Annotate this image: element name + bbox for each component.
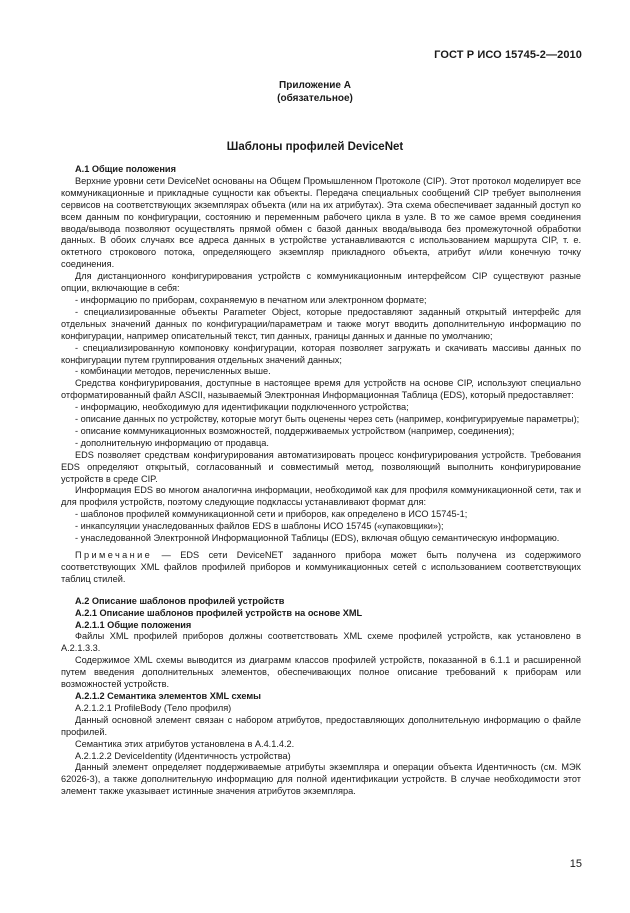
list-item: - описание данных по устройству, которые могут быть оценены через сеть (например, конфигурируемые параметры); — [75, 414, 580, 425]
note-text: — EDS сети DeviceNET заданного прибора может быть получена из содержимого соответствующих XML файлов профилей приборов и коммуникационных сетей с использованием соответствующих таблиц стилей. — [61, 550, 581, 584]
paragraph: Содержимое XML схемы выводится из диаграмм классов профилей устройств, показанной в 6.1.1 и расширенной путем введения дополнительных элементов, обеспечивающих полное описание требований к приборам или возможностей устройств. — [61, 655, 581, 690]
paragraph: Файлы XML профилей приборов должны соответствовать XML схеме профилей устройств, как установлено в А.2.1.3.3. — [61, 631, 581, 654]
document-body — [61, 164, 581, 798]
paragraph: Для дистанционного конфигурирования устройств с коммуникационным интерфейсом CIP существуют разные опции, включающие в себя: — [61, 271, 581, 294]
main-title: Шаблоны профилей DeviceNet — [226, 141, 404, 153]
paragraph: Семантика этих атрибутов установлена в А.4.1.4.2. — [75, 738, 295, 749]
list-item: - информацию по приборам, сохраняемую в печатном или электронном формате; — [75, 294, 427, 305]
list-item: - дополнительную информацию от продавца. — [75, 437, 269, 448]
list-item: - унаследованной Электронной Информационной Таблицы (EDS), включая общую семантическую информацию. — [75, 533, 560, 544]
list-item: - инкапсуляции унаследованных файлов EDS в шаблоны ИСО 15745 («упаковщики»); — [75, 521, 444, 532]
list-item: - информацию, необходимую для идентификации подключенного устройства; — [75, 402, 409, 413]
list-item: - описание коммуникационных возможностей, поддерживаемых устройством (например, соединения); — [75, 425, 515, 436]
list-item: - специализированные объекты Parameter Object, которые предоставляют заданный открытый интерфейс для отдельных значений данных по конфигурации/параметрам и также могут вводить дополнительную информацию по конфигурации, например описательный текст, тип данных, границы данных и данные по умолчанию; — [61, 306, 581, 341]
annex-title: Приложение А — [279, 80, 351, 91]
paragraph: Информация EDS во многом аналогична информации, необходимой как для профиля коммуникационной сети, так и для профиля устройств, поэтому следующие подклассы устанавливают формат для: — [61, 485, 581, 508]
document-code-header: ГОСТ Р ИСО 15745-2—2010 — [434, 49, 582, 61]
section-heading-a212: А.2.1.2 Семантика элементов XML схемы — [75, 690, 262, 701]
note-label: Примечание — [75, 550, 153, 560]
list-item: - комбинации методов, перечисленных выше. — [75, 366, 271, 377]
list-item: - специализированную компоновку конфигурации, которая позволяет загружать и скачивать массивы данных по конфигурации путем группирования отдельных значений данных; — [61, 342, 581, 365]
paragraph: EDS позволяет средствам конфигурирования автоматизировать процесс конфигурирования устройств. Требования EDS определяют открытый, согласованный и совместимый метод, позволяющий выполнить конфигурирование устройств в среде CIP. — [61, 449, 581, 484]
paragraph: Средства конфигурирования, доступные в настоящее время для устройств на основе CIP, используют специально отформатированный файл ASCII, называемый Электронная Информационная Таблица (EDS), который предоставляет: — [61, 378, 581, 401]
subsection-heading: А.2.1.2.1 ProfileBody (Тело профиля) — [75, 702, 232, 713]
section-heading-a21: А.2.1 Описание шаблонов профилей устройств на основе XML — [75, 607, 363, 618]
subsection-heading: А.2.1.2.2 DeviceIdentity (Идентичность устройства) — [75, 750, 291, 761]
note — [61, 550, 581, 586]
paragraph: Верхние уровни сети DeviceNet основаны на Общем Промышленном Протоколе (CIP). Этот протокол моделирует все коммуникационные и прикладные сущности как объекты. Передача специальных сообщений CIP требует выполнения сервисов на соответствующих экземплярах объекта (или на их атрибутах). Эта схема обеспечивает заданный доступ ко всем данным по конфигурации, состоянию и переменным рабочего цикла в узле. В то же самое время соединения ввода/вывода позволяют осуществлять прямой обмен с базой данных ввода/вывода без промежуточной обработки данных. В обоих случаях все адреса данных в устройстве устанавливаются с использованием маршрута CIP, т. е. октетного строкового потока, определяющего экземпляр прикладного объекта, атрибут и/или конечную точку соединения. — [61, 175, 581, 270]
paragraph: Данный основной элемент связан с набором атрибутов, предоставляющих дополнительную информацию о файле профилей. — [61, 714, 581, 737]
annex-status: (обязательное) — [277, 93, 353, 104]
paragraph: Данный элемент определяет поддерживаемые атрибуты экземпляра и операции объекта Идентичность (см. МЭК 62026-3), а также дополнительную информацию для полной идентификации устройств. В случае необходимости этот элемент также указывает истинные значения атрибутов экземпляра. — [61, 762, 581, 797]
list-item: - шаблонов профилей коммуникационной сети и приборов, как определено в ИСО 15745-1; — [75, 509, 468, 520]
section-heading-a1: А.1 Общие положения — [75, 164, 176, 174]
section-heading-a211: А.2.1.1 Общие положения — [75, 619, 192, 630]
section-heading-a2: А.2 Описание шаблонов профилей устройств — [75, 595, 285, 606]
page-number: 15 — [569, 858, 582, 870]
